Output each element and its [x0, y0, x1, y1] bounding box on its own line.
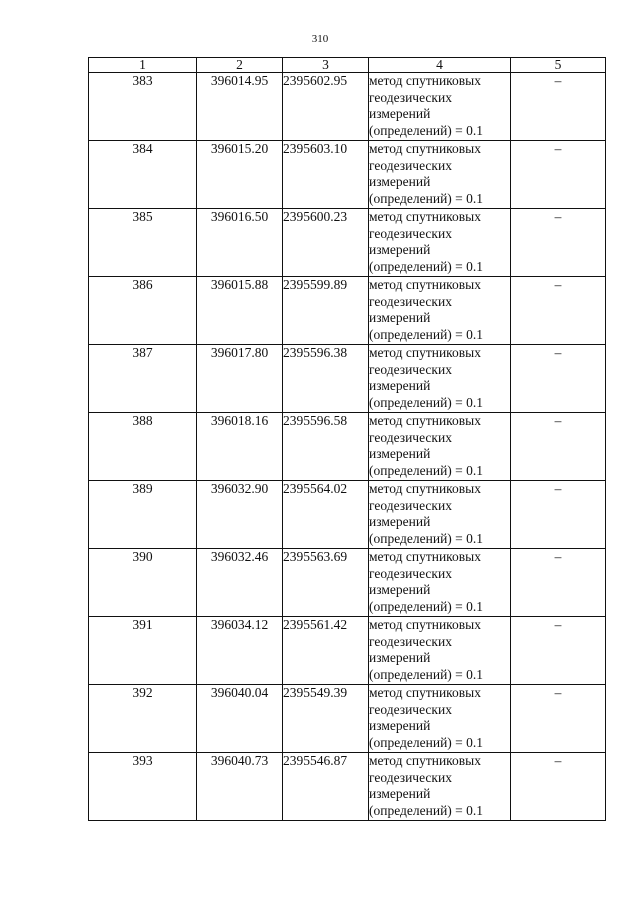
method-line: геодезических: [369, 293, 452, 309]
x-coordinate-cell: 396016.50: [197, 209, 283, 277]
note-cell: –: [511, 481, 606, 549]
method-line: измерений: [369, 310, 431, 326]
note-cell: –: [511, 345, 606, 413]
method-line: геодезических: [369, 429, 452, 445]
method-line: (определений) = 0.1: [369, 531, 484, 547]
point-number-cell: 387: [89, 345, 197, 413]
x-coordinate-cell: 396032.90: [197, 481, 283, 549]
method-line: (определений) = 0.1: [369, 667, 484, 683]
x-coordinate-cell: 396040.73: [197, 753, 283, 821]
method-cell: [369, 141, 511, 209]
coordinates-table: [88, 57, 606, 821]
method-line: геодезических: [369, 225, 452, 241]
method-cell: [369, 277, 511, 345]
method-line: метод спутниковых: [369, 209, 481, 224]
method-line: геодезических: [369, 89, 452, 105]
method-line: (определений) = 0.1: [369, 735, 484, 751]
method-line: геодезических: [369, 497, 452, 513]
y-coordinate-cell: 2395596.38: [283, 345, 369, 413]
method-line: (определений) = 0.1: [369, 191, 484, 207]
y-coordinate-cell: 2395549.39: [283, 685, 369, 753]
point-number-cell: 391: [89, 617, 197, 685]
table-row: [89, 685, 606, 753]
note-cell: –: [511, 73, 606, 141]
method-line: геодезических: [369, 157, 452, 173]
table-row: [89, 753, 606, 821]
note-cell: –: [511, 549, 606, 617]
method-line: измерений: [369, 242, 431, 258]
table-row: [89, 413, 606, 481]
note-cell: –: [511, 685, 606, 753]
method-line: измерений: [369, 582, 431, 598]
header-col-5: 5: [511, 58, 606, 73]
method-cell: [369, 753, 511, 821]
method-cell: [369, 481, 511, 549]
point-number-cell: 384: [89, 141, 197, 209]
method-line: метод спутниковых: [369, 481, 481, 496]
y-coordinate-cell: 2395599.89: [283, 277, 369, 345]
note-cell: –: [511, 141, 606, 209]
method-line: измерений: [369, 446, 431, 462]
x-coordinate-cell: 396034.12: [197, 617, 283, 685]
header-col-4: 4: [369, 58, 511, 73]
note-cell: –: [511, 617, 606, 685]
method-cell: [369, 685, 511, 753]
y-coordinate-cell: 2395563.69: [283, 549, 369, 617]
y-coordinate-cell: 2395600.23: [283, 209, 369, 277]
x-coordinate-cell: 396032.46: [197, 549, 283, 617]
x-coordinate-cell: 396015.20: [197, 141, 283, 209]
method-line: (определений) = 0.1: [369, 395, 484, 411]
method-line: измерений: [369, 718, 431, 734]
point-number-cell: 385: [89, 209, 197, 277]
method-line: метод спутниковых: [369, 753, 481, 768]
table-row: [89, 481, 606, 549]
point-number-cell: 393: [89, 753, 197, 821]
x-coordinate-cell: 396014.95: [197, 73, 283, 141]
table-body: [89, 73, 606, 821]
y-coordinate-cell: 2395596.58: [283, 413, 369, 481]
method-line: метод спутниковых: [369, 617, 481, 632]
method-line: метод спутниковых: [369, 277, 481, 292]
method-line: метод спутниковых: [369, 413, 481, 428]
method-line: метод спутниковых: [369, 685, 481, 700]
y-coordinate-cell: 2395603.10: [283, 141, 369, 209]
point-number-cell: 388: [89, 413, 197, 481]
note-cell: –: [511, 277, 606, 345]
method-line: метод спутниковых: [369, 549, 481, 564]
method-line: измерений: [369, 514, 431, 530]
x-coordinate-cell: 396040.04: [197, 685, 283, 753]
method-line: метод спутниковых: [369, 73, 481, 88]
y-coordinate-cell: 2395561.42: [283, 617, 369, 685]
table-row: [89, 549, 606, 617]
method-line: (определений) = 0.1: [369, 327, 484, 343]
method-line: геодезических: [369, 701, 452, 717]
point-number-cell: 392: [89, 685, 197, 753]
x-coordinate-cell: 396018.16: [197, 413, 283, 481]
method-line: метод спутниковых: [369, 345, 481, 360]
method-line: (определений) = 0.1: [369, 463, 484, 479]
page-number: 310: [311, 33, 329, 45]
method-cell: [369, 617, 511, 685]
method-line: измерений: [369, 378, 431, 394]
x-coordinate-cell: 396015.88: [197, 277, 283, 345]
table-row: [89, 209, 606, 277]
table-row: [89, 277, 606, 345]
y-coordinate-cell: 2395546.87: [283, 753, 369, 821]
method-line: измерений: [369, 650, 431, 666]
method-cell: [369, 209, 511, 277]
header-col-2: 2: [197, 58, 283, 73]
method-line: (определений) = 0.1: [369, 123, 484, 139]
method-line: геодезических: [369, 633, 452, 649]
method-line: измерений: [369, 174, 431, 190]
method-line: (определений) = 0.1: [369, 803, 484, 819]
method-cell: [369, 549, 511, 617]
method-line: (определений) = 0.1: [369, 599, 484, 615]
note-cell: –: [511, 753, 606, 821]
method-line: (определений) = 0.1: [369, 259, 484, 275]
note-cell: –: [511, 413, 606, 481]
method-line: измерений: [369, 786, 431, 802]
point-number-cell: 389: [89, 481, 197, 549]
table-header-row: [89, 58, 606, 73]
note-cell: –: [511, 209, 606, 277]
point-number-cell: 383: [89, 73, 197, 141]
method-line: геодезических: [369, 565, 452, 581]
point-number-cell: 386: [89, 277, 197, 345]
table-row: [89, 73, 606, 141]
method-cell: [369, 345, 511, 413]
point-number-cell: 390: [89, 549, 197, 617]
method-line: геодезических: [369, 361, 452, 377]
method-line: измерений: [369, 106, 431, 122]
y-coordinate-cell: 2395564.02: [283, 481, 369, 549]
method-cell: [369, 413, 511, 481]
table-row: [89, 345, 606, 413]
header-col-3: 3: [283, 58, 369, 73]
method-cell: [369, 73, 511, 141]
x-coordinate-cell: 396017.80: [197, 345, 283, 413]
y-coordinate-cell: 2395602.95: [283, 73, 369, 141]
header-col-1: 1: [89, 58, 197, 73]
method-line: геодезических: [369, 769, 452, 785]
table-row: [89, 617, 606, 685]
table-row: [89, 141, 606, 209]
method-line: метод спутниковых: [369, 141, 481, 156]
